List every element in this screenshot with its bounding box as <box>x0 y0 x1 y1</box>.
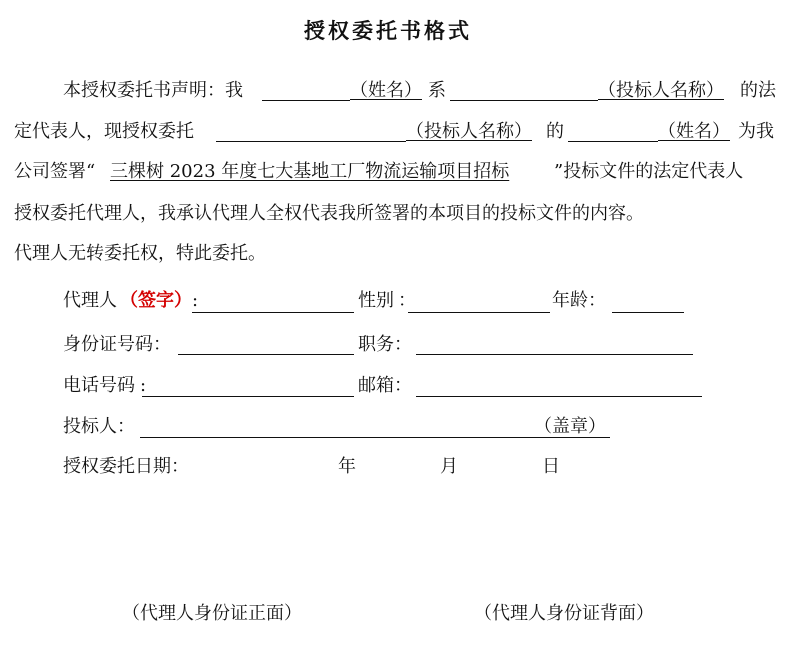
document-title: 授权委托书格式 <box>304 18 472 43</box>
email-label: 邮箱： <box>358 375 412 396</box>
project-name: 三棵树 2023 年度七大基地工厂物流运输项目招标 <box>110 161 510 182</box>
statement-line2-end: 为我 <box>738 121 774 142</box>
gender-blank[interactable] <box>408 312 550 313</box>
agent-signature-blank[interactable] <box>192 312 354 313</box>
statement-line5: 代理人无转委托权，特此委托。 <box>14 243 266 264</box>
age-blank[interactable] <box>612 312 684 313</box>
date-year: 年 <box>338 456 356 477</box>
statement-line3-end: ”投标文件的法定代表人 <box>554 161 744 182</box>
statement-line2-mid: 的 <box>546 121 564 142</box>
bidder-name-placeholder-2: （投标人名称） <box>406 121 532 142</box>
id-number-blank[interactable] <box>178 354 354 355</box>
agent-colon: : <box>192 290 199 311</box>
name-placeholder-2: （姓名） <box>658 121 730 142</box>
bidder-name-blank-1[interactable] <box>450 100 598 101</box>
agent-label: 代理人 <box>63 290 117 311</box>
statement-line1-end: 的法 <box>740 80 776 101</box>
gender-label: 性别 <box>358 290 394 311</box>
bidder-name-placeholder-1: （投标人名称） <box>598 80 724 101</box>
sign-note: （签字） <box>120 290 192 311</box>
statement-line1-start: 本授权委托书声明：我 <box>63 80 243 101</box>
phone-label: 电话号码 <box>63 375 135 396</box>
statement-line1-mid: 系 <box>428 80 446 101</box>
authorization-date-label: 授权委托日期： <box>63 456 189 477</box>
id-card-back-caption: （代理人身份证背面） <box>474 603 654 624</box>
id-number-label: 身份证号码： <box>63 334 171 355</box>
statement-line4: 授权委托代理人，我承认代理人全权代表我所签署的本项目的投标文件的内容。 <box>14 203 644 224</box>
name-blank-2[interactable] <box>568 141 658 142</box>
bidder-name-blank-2[interactable] <box>216 141 406 142</box>
statement-line3-start: 公司签署“ <box>14 161 96 182</box>
statement-line2-start: 定代表人，现授权委托 <box>14 121 194 142</box>
name-placeholder-1: （姓名） <box>350 80 422 101</box>
date-day: 日 <box>542 456 560 477</box>
position-label: 职务： <box>358 334 412 355</box>
phone-colon: : <box>140 375 147 396</box>
phone-blank[interactable] <box>142 396 354 397</box>
email-blank[interactable] <box>416 396 702 397</box>
seal-note: （盖章） <box>534 416 606 437</box>
gender-colon: ： <box>398 290 416 311</box>
age-label: 年龄： <box>552 290 606 311</box>
date-month: 月 <box>440 456 458 477</box>
position-blank[interactable] <box>416 354 693 355</box>
id-card-front-caption: （代理人身份证正面） <box>122 603 302 624</box>
name-blank-1[interactable] <box>262 100 350 101</box>
bidder-label: 投标人： <box>63 416 135 437</box>
